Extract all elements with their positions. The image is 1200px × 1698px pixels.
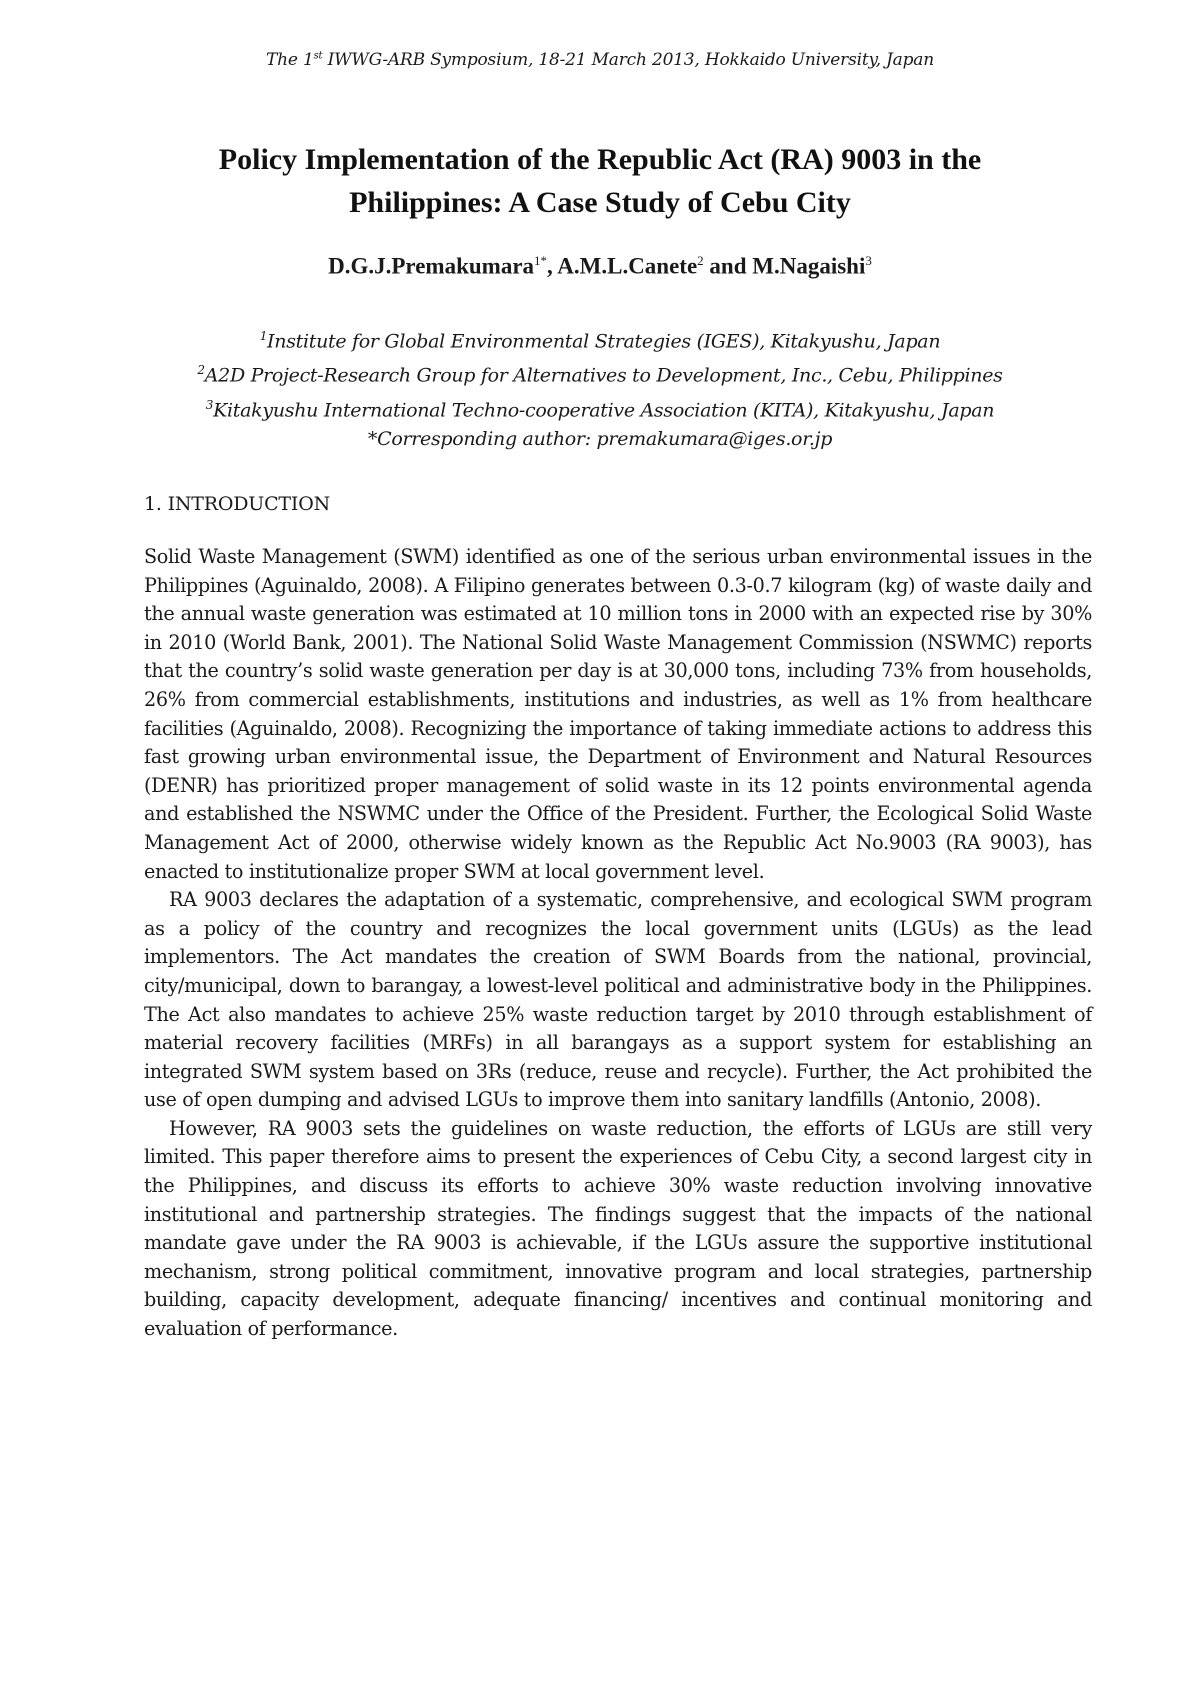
affiliation-block: [0, 322, 1200, 454]
affiliation-line: [0, 356, 1200, 390]
paper-title: [140, 138, 1060, 224]
affiliation-mark: 3: [205, 397, 214, 412]
header-prefix: The 1: [266, 50, 314, 70]
section-heading: 1. INTRODUCTION: [144, 493, 331, 515]
author-separator: ,: [547, 253, 558, 279]
author-list: [0, 253, 1200, 280]
affiliation-mark: 2: [197, 363, 205, 378]
affiliation-text: Kitakyushu International Techno-cooperative Association (KITA), Kitakyushu, Japan: [213, 398, 995, 421]
author-name: A.M.L.Canete: [557, 253, 698, 279]
title-line-2: Philippines: A Case Study of Cebu City: [349, 186, 851, 219]
author-affiliation-mark: 1*: [534, 253, 548, 268]
affiliation-text: Institute for Global Environmental Strategies (IGES), Kitakyushu, Japan: [267, 330, 941, 353]
affiliation-line: [0, 322, 1200, 356]
running-header: [0, 50, 1200, 70]
header-ordinal: st: [313, 50, 323, 62]
section-body: [144, 543, 1092, 1344]
affiliation-line: [0, 391, 1200, 425]
body-paragraph: RA 9003 declares the adaptation of a systematic, comprehensive, and ecological SWM program as a policy of the country and recognizes the local government units (LGUs) as the lead implementors. The Act mandates the creation of SWM Boards from the national, provincial, city/municipal, down to barangay, a lowest-level political and administrative body in the Philippines. The Act also mandates to achieve 25% waste reduction target by 2010 through establishment of material recovery facilities (MRFs) in all barangays as a support system for establishing an integrated SWM system based on 3Rs (reduce, reuse and recycle). Further, the Act prohibited the use of open dumping and advised LGUs to improve them into sanitary landfills (Antonio, 2008).: [144, 888, 1092, 1112]
author-affiliation-mark: 3: [865, 253, 872, 268]
author-name: D.G.J.Premakumara: [328, 253, 535, 279]
title-line-1: Policy Implementation of the Republic Act (RA) 9003 in the: [218, 143, 982, 176]
header-rest: IWWG-ARB Symposium, 18-21 March 2013, Hokkaido University, Japan: [322, 50, 934, 70]
corresponding-author: *Corresponding author: premakumara@iges.or.jp: [367, 427, 833, 450]
author-name: M.Nagaishi: [752, 253, 866, 279]
body-paragraph: However, RA 9003 sets the guidelines on waste reduction, the efforts of LGUs are still very limited. This paper therefore aims to present the experiences of Cebu City, a second largest city in the Philippines, and discuss its efforts to achieve 30% waste reduction involving innovative institutional and partnership strategies. The findings suggest that the impacts of the national mandate gave under the RA 9003 is achievable, if the LGUs assure the supportive institutional mechanism, strong political commitment, innovative program and local strategies, partnership building, capacity development, adequate financing/ incentives and continual monitoring and evaluation of performance.: [144, 1116, 1092, 1341]
body-paragraph: Solid Waste Management (SWM) identified as one of the serious urban environmental issues in the Philippines (Aguinaldo, 2008). A Filipino generates between 0.3-0.7 kilogram (kg) of waste daily and the annual waste generation was estimated at 10 million tons in 2000 with an expected rise by 30% in 2010 (World Bank, 2001). The National Solid Waste Management Commission (NSWMC) reports that the country’s solid waste generation per day is at 30,000 tons, including 73% from households, 26% from commercial establishments, institutions and industries, as well as 1% from healthcare facilities (Aguinaldo, 2008). Recognizing the importance of taking immediate actions to address this fast growing urban environmental issue, the Department of Environment and Natural Resources (DENR) has prioritized proper management of solid waste in its 12 points environmental agenda and established the NSWMC under the Office of the President. Further, the Ecological Solid Waste Management Act of 2000, otherwise widely known as the Republic Act No.9003 (RA 9003), has enacted to institutionalize proper SWM at local government level.: [144, 545, 1092, 883]
affiliation-text: A2D Project-Research Group for Alternatives to Development, Inc., Cebu, Philippines: [204, 364, 1003, 387]
author-affiliation-mark: 2: [697, 253, 704, 268]
affiliation-mark: 1: [259, 329, 268, 343]
author-separator: and: [703, 253, 753, 279]
